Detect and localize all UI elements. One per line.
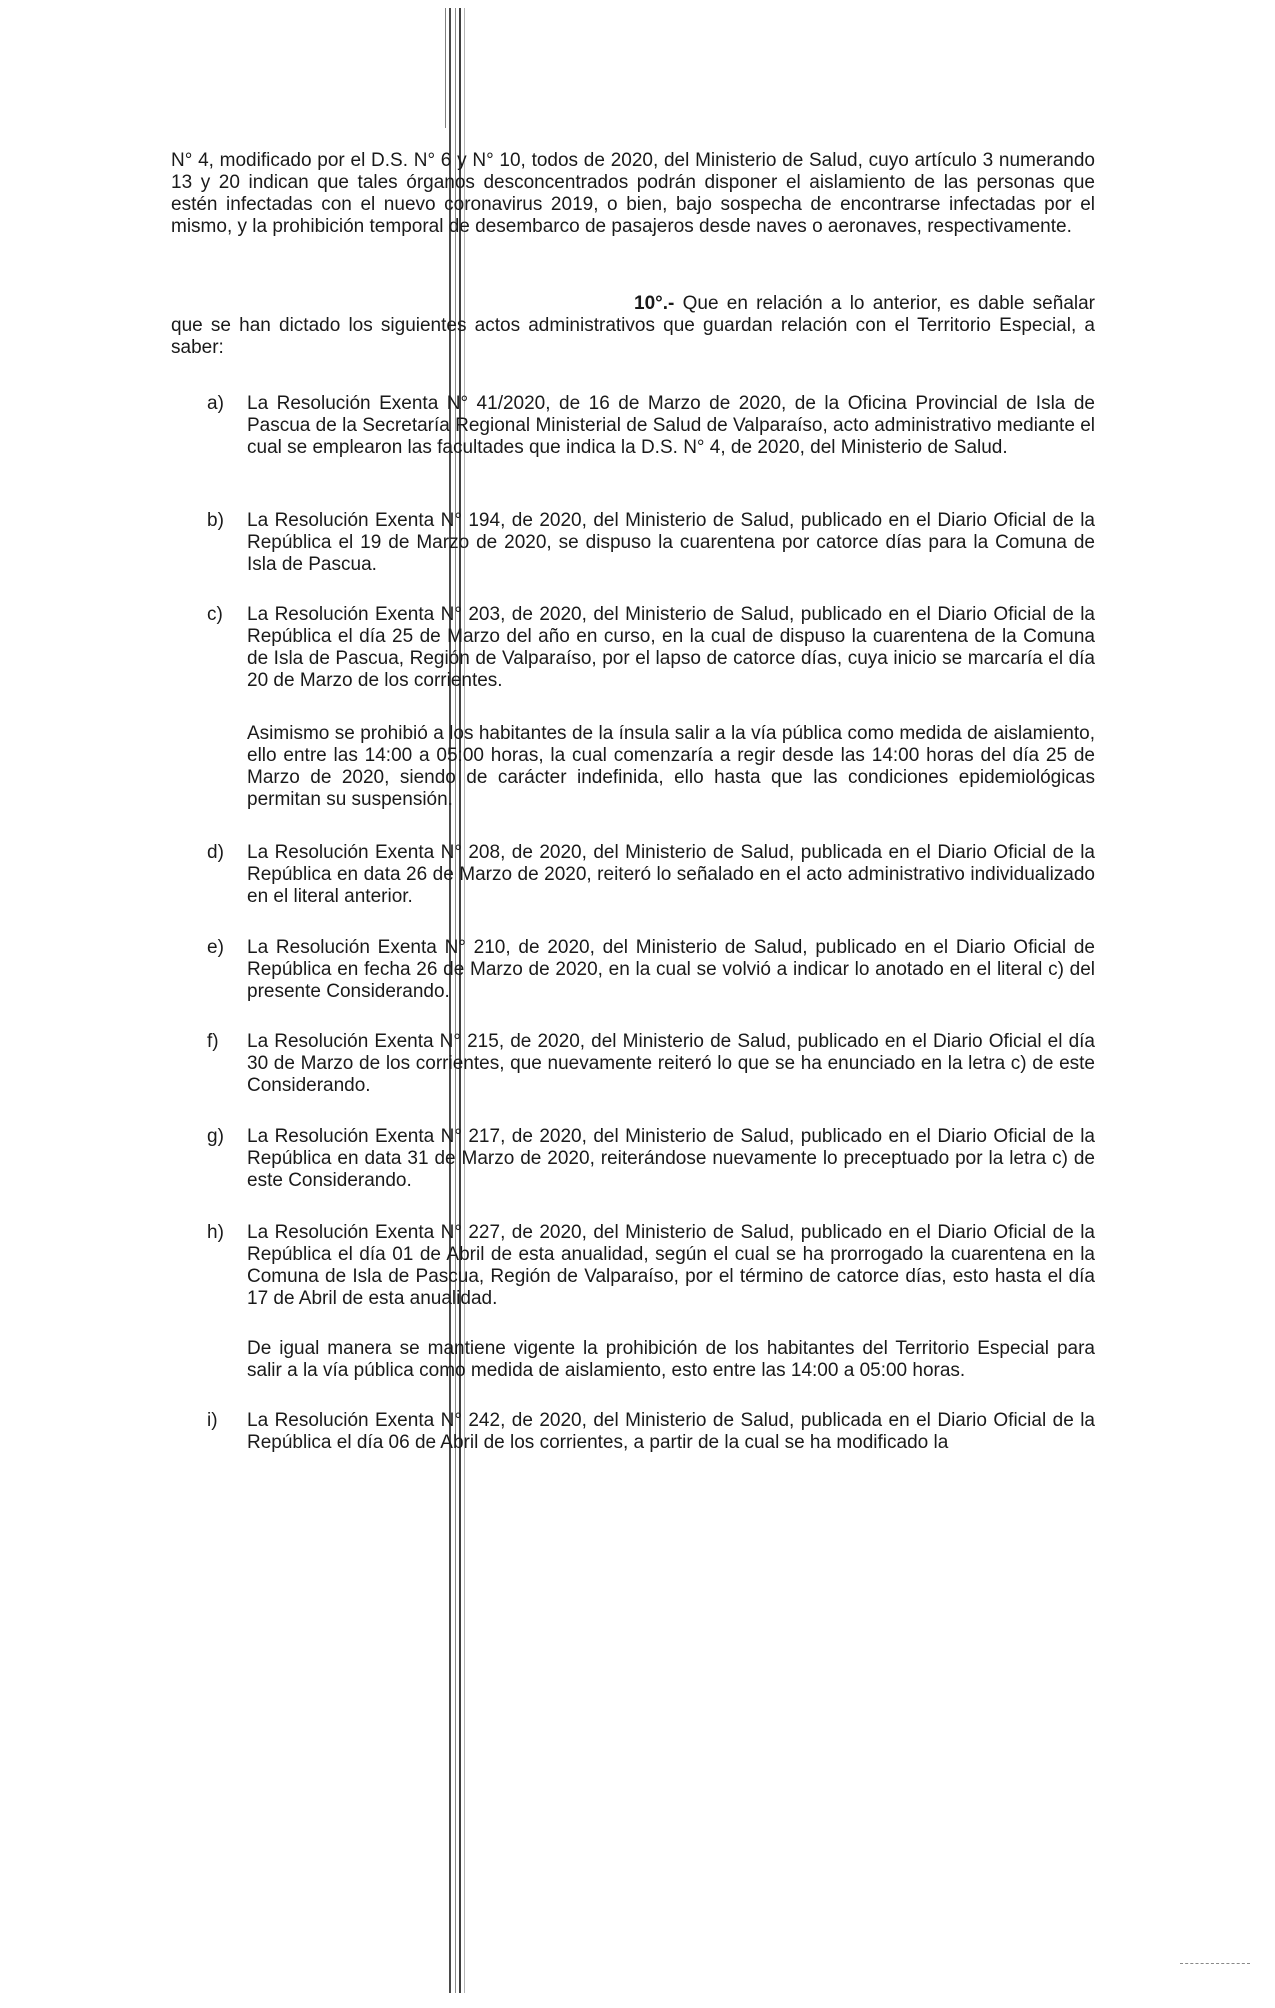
- intro-paragraph: N° 4, modificado por el D.S. N° 6 y N° 10, todos de 2020, del Ministerio de Salud, cuyo artículo 3 numerando 13 y 20 indican que tales órganos desconcentrados podrán disponer el aislamiento de las personas que estén infectadas con el nuevo coronavirus 2019, o bien, bajo sospecha de encontrarse infectadas por el mismo, y la prohibición temporal de desembarco de pasajeros desde naves o aeronaves, respectivamente.: [171, 150, 1095, 237]
- item-text: La Resolución Exenta N° 208, de 2020, del Ministerio de Salud, publicada en el Diario Oficial de la República en data 26 de Marzo de 2020, reiteró lo señalado en el acto administrativo individualizado en el literal anterior.: [247, 842, 1095, 907]
- considerando-10: [171, 293, 1095, 359]
- considerando-text: Que en relación a lo anterior, es dable señalar que se han dictado los siguientes actos administrativos que guardan relación con el Territorio Especial, a saber:: [171, 293, 1095, 358]
- item-letter: f): [207, 1031, 219, 1052]
- item-letter: i): [207, 1410, 218, 1431]
- item-text: La Resolución Exenta N° 227, de 2020, del Ministerio de Salud, publicado en el Diario Oficial de la República el día 01 de Abril de esta anualidad, según el cual se ha prorrogado la cuarentena en la Comuna de Isla de Pascua, Región de Valparaíso, por el término de catorce días, esto hasta el día 17 de Abril de esta anualidad.: [247, 1222, 1095, 1309]
- scan-artifact-dash: [1180, 1963, 1250, 1964]
- item-letter: c): [207, 604, 223, 625]
- item-text: La Resolución Exenta N° 242, de 2020, del Ministerio de Salud, publicada en el Diario Oficial de la República el día 06 de Abril de los corrientes, a partir de la cual se ha modificado la: [247, 1410, 1095, 1453]
- item-letter: d): [207, 842, 224, 863]
- scan-artifact-line: [445, 8, 446, 128]
- sub-paragraph-c: Asimismo se prohibió a los habitantes de la ínsula salir a la vía pública como medida de aislamiento, ello entre las 14:00 a 05:00 horas, la cual comenzaría a regir desde las 14:00 horas del día 25 de Marzo de 2020, siendo de carácter indefinida, ello hasta que las condiciones epidemiológicas permitan su suspensión.: [247, 723, 1095, 810]
- item-text: La Resolución Exenta N° 41/2020, de 16 de Marzo de 2020, de la Oficina Provincial de Isla de Pascua de la Secretaría Regional Ministerial de Salud de Valparaíso, acto administrativo mediante el cual se emplearon las facultades que indica la D.S. N° 4, de 2020, del Ministerio de Salud.: [247, 393, 1095, 458]
- item-letter: g): [207, 1126, 224, 1147]
- item-letter: e): [207, 937, 224, 958]
- sub-paragraph-h: De igual manera se mantiene vigente la prohibición de los habitantes del Territorio Especial para salir a la vía pública como medida de aislamiento, esto entre las 14:00 a 05:00 horas.: [247, 1338, 1095, 1381]
- considerando-number: 10°.-: [634, 293, 675, 314]
- item-text: La Resolución Exenta N° 217, de 2020, del Ministerio de Salud, publicado en el Diario Oficial de la República en data 31 de Marzo de 2020, reiterándose nuevamente lo preceptuado por la letra c) de este Considerando.: [247, 1126, 1095, 1191]
- item-text: La Resolución Exenta N° 194, de 2020, del Ministerio de Salud, publicado en el Diario Oficial de la República el 19 de Marzo de 2020, se dispuso la cuarentena por catorce días para la Comuna de Isla de Pascua.: [247, 510, 1095, 575]
- item-letter: a): [207, 393, 224, 414]
- item-text: La Resolución Exenta N° 210, de 2020, del Ministerio de Salud, publicado en el Diario Oficial de República en fecha 26 de Marzo de 2020, en la cual se volvió a indicar lo anotado en el literal c) del presente Considerando.: [247, 937, 1095, 1002]
- item-text: La Resolución Exenta N° 203, de 2020, del Ministerio de Salud, publicado en el Diario Oficial de la República el día 25 de Marzo del año en curso, en la cual de dispuso la cuarentena de la Comuna de Isla de Pascua, Región de Valparaíso, por el lapso de catorce días, cuya inicio se marcaría el día 20 de Marzo de los corrientes.: [247, 604, 1095, 691]
- item-text: La Resolución Exenta N° 215, de 2020, del Ministerio de Salud, publicado en el Diario Oficial el día 30 de Marzo de los corrientes, que nuevamente reiteró lo que se ha enunciado en la letra c) de este Considerando.: [247, 1031, 1095, 1096]
- item-letter: b): [207, 510, 224, 531]
- item-letter: h): [207, 1222, 224, 1243]
